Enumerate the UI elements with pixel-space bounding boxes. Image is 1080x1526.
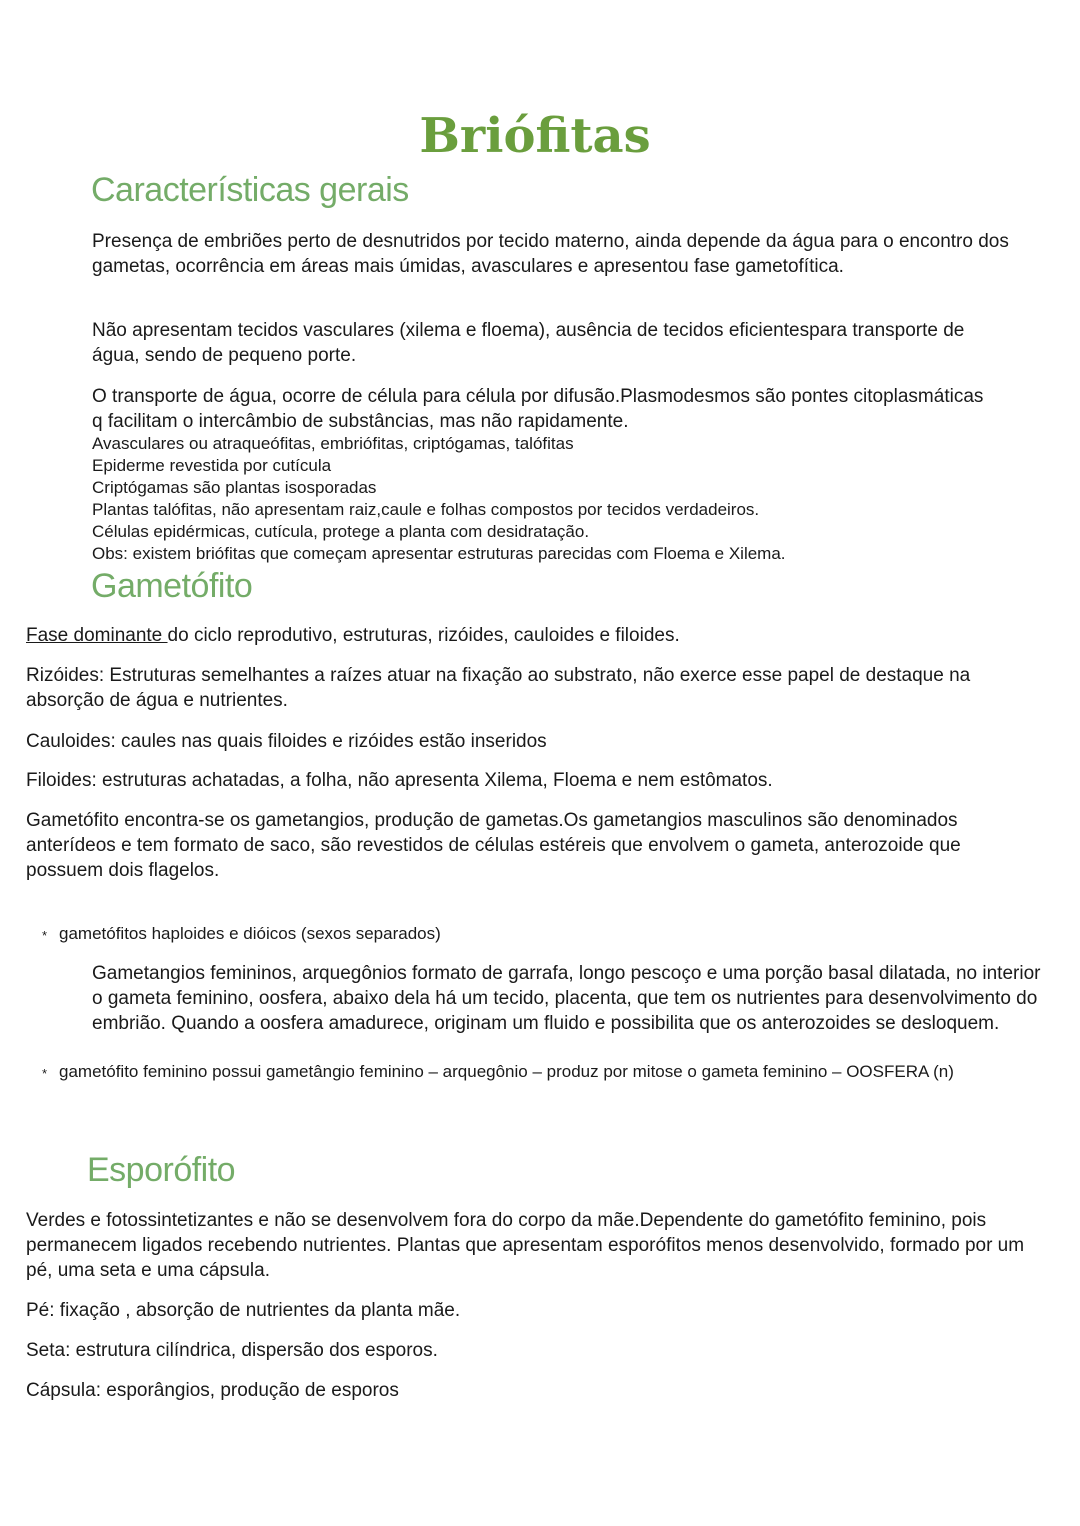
bullet-text: gametófito feminino possui gametângio feminino – arquegônio – produz por mitose o gameta feminino – OOSFERA (n) [59, 1062, 954, 1081]
heading-esporofito: Esporófito [87, 1151, 236, 1189]
paragraph-pe: Pé: fixação , absorção de nutrientes da planta mãe. [26, 1300, 461, 1321]
list-item: Criptógamas são plantas isosporadas [92, 478, 377, 497]
list-item: Plantas talófitas, não apresentam raiz,caule e folhas compostos por tecidos verdadeiros. [92, 500, 760, 519]
page-title-text: Briófitas [419, 108, 651, 164]
paragraph-verdes: Verdes e fotossintetizantes e não se desenvolvem fora do corpo da mãe.Dependente do gametófito feminino, pois permanecem ligados recebendo nutrientes. Plantas que apresentam esporófitos menos desenvolvido, formado por um pé, uma seta e uma cápsula. [26, 1210, 1025, 1281]
paragraph-filoides: Filoides: estruturas achatadas, a folha, não apresenta Xilema, Floema e nem estômatos. [26, 770, 773, 791]
paragraph-gametangios-femininos: Gametangios femininos, arquegônios formato de garrafa, longo pescoço e uma porção basal dilatada, no interior o gameta feminino, oosfera, abaixo dela há um tecido, placenta, que tem os nutrientes para desenvolvimento do embrião. Quando a oosfera amadurece, originam um fluido e possibilita que os anterozoides se desloquem. [92, 963, 1041, 1034]
list-item: Obs: existem briófitas que começam apresentar estruturas parecidas com Floema e Xilema. [92, 544, 786, 563]
paragraph-gametangios: Gametófito encontra-se os gametangios, produção de gametas.Os gametangios masculinos são denominados anterídeos e tem formato de saco, são revestidos de células estéreis que envolvem o gameta, anterozoide que possuem dois flagelos. [26, 810, 961, 881]
paragraph-vasculares: Não apresentam tecidos vasculares (xilema e floema), ausência de tecidos eficientespara transporte de água, sendo de pequeno porte. [92, 320, 965, 366]
bullet-oosfera [42, 1061, 1019, 1083]
characteristics-list [92, 433, 786, 565]
heading-gametofito: Gametófito [91, 567, 253, 605]
paragraph-fase-dominante [26, 623, 1026, 648]
paragraph-seta: Seta: estrutura cilíndrica, dispersão dos esporos. [26, 1340, 438, 1361]
list-item: Avasculares ou atraqueófitas, embriófitas, criptógamas, talófitas [92, 434, 574, 453]
page-title [0, 108, 1080, 164]
paragraph-transporte: O transporte de água, ocorre de célula para célula por difusão.Plasmodesmos são pontes citoplasmáticas q facilitam o intercâmbio de substâncias, mas não rapidamente. [92, 386, 984, 432]
intro-text: do ciclo reprodutivo, estruturas, rizóides, cauloides e filoides. [167, 625, 680, 646]
asterisk-bullet-icon: * [42, 1066, 48, 1081]
list-item: Células epidérmicas, cutícula, protege a planta com desidratação. [92, 522, 590, 541]
underlined-term: Fase dominante [26, 625, 168, 646]
paragraph-presenca: Presença de embriões perto de desnutridos por tecido materno, ainda depende da água para o encontro dos gametas, ocorrência em áreas mais úmidas, avasculares e apresentou fase gametofítica. [92, 231, 1009, 277]
list-item: Epiderme revestida por cutícula [92, 456, 332, 475]
paragraph-rizoides: Rizóides: Estruturas semelhantes a raízes atuar na fixação ao substrato, não exerce esse papel de destaque na absorção de água e nutrientes. [26, 665, 971, 711]
paragraph-capsula: Cápsula: esporângios, produção de esporos [26, 1380, 399, 1401]
heading-caracteristicas: Características gerais [91, 171, 409, 209]
paragraph-cauloides: Cauloides: caules nas quais filoides e rizóides estão inseridos [26, 731, 547, 752]
asterisk-bullet-icon: * [42, 928, 48, 943]
bullet-text: gametófitos haploides e dióicos (sexos separados) [59, 924, 441, 943]
bullet-haploides [42, 923, 1019, 945]
